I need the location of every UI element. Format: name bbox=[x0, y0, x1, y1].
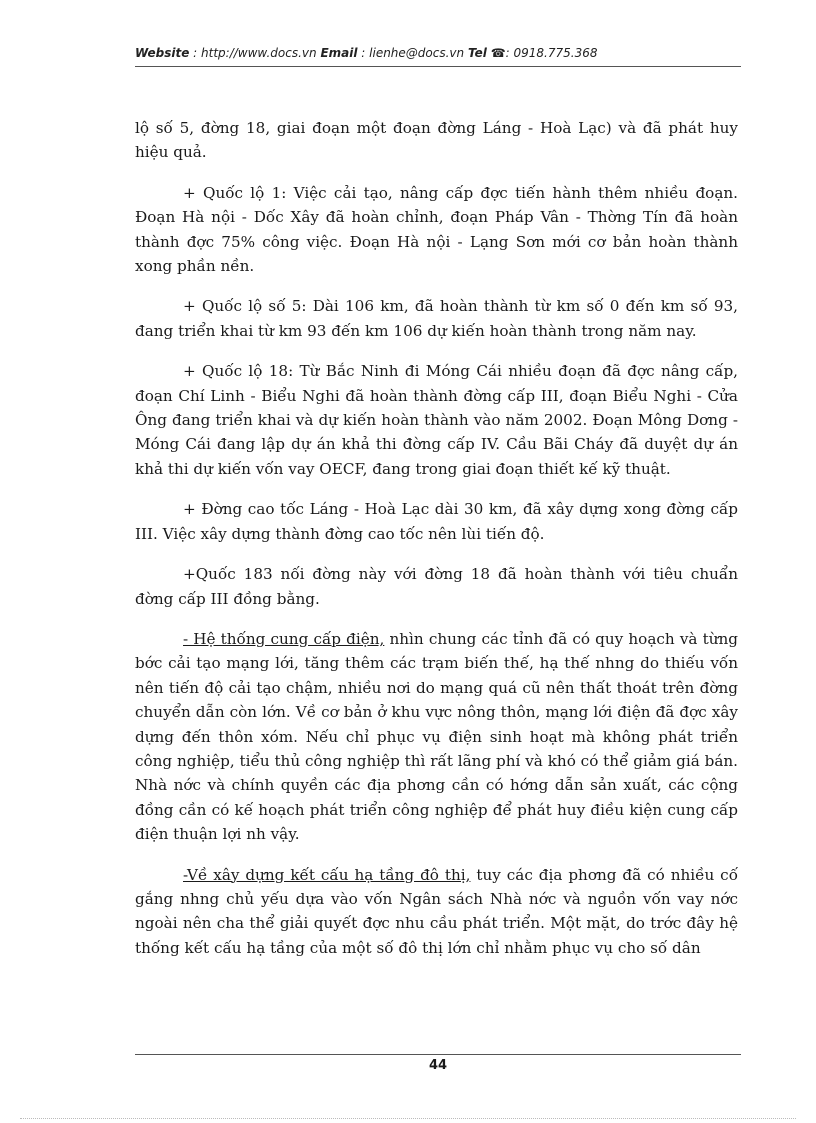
phone-icon: ☎ bbox=[490, 46, 506, 60]
paragraph-urban-body: tuy các địa phơng đã có nhiều cố gắng nhng chủ yếu dựa vào vốn Ngân sách Nhà nớc và nguồn vốn vay nớc ngoài nên cha thể giải quyết đợc nhu cầu phát triển. Một mặt, do trớc đây hệ thống kết cấu hạ tầng của một số đô thị lớn chỉ nhằm phục vụ cho số dân bbox=[135, 865, 738, 957]
document-body bbox=[135, 116, 738, 976]
page-number: 44 bbox=[428, 1058, 448, 1073]
website-label: Website bbox=[135, 46, 190, 60]
paragraph-quoc-lo-18: + Quốc lộ 18: Từ Bắc Ninh đi Móng Cái nhiều đoạn đã đợc nâng cấp, đoạn Chí Linh - Biểu Nghi đã hoàn thành đờng cấp III, đoạn Biểu Nghi - Cửa Ông đang triển khai và dự kiến hoàn thành vào năm 2002. Đoạn Mông Dơng - Móng Cái đang lập dự án khả thi đờng cấp IV. Cầu Bãi Cháy đã duyệt dự án khả thi dự kiến vốn vay OECF, đang trong giai đoạn thiết kế kỹ thuật. bbox=[135, 362, 738, 478]
section-heading-urban: -Về xây dựng kết cấu hạ tầng đô thị, bbox=[183, 865, 471, 884]
paragraph-quoc-lo-1: + Quốc lộ 1: Việc cải tạo, nâng cấp đợc tiến hành thêm nhiều đoạn. Đoạn Hà nội - Dốc Xây đã hoàn chỉnh, đoạn Pháp Vân - Thờng Tín đã hoàn thành đợc 75% công việc. Đoạn Hà nội - Lạng Sơn mới cơ bản hoàn thành xong phần nền. bbox=[135, 183, 738, 276]
paragraph-quoc-183: +Quốc 183 nối đờng này với đờng 18 đã hoàn thành với tiêu chuẩn đờng cấp III đồng bằng. bbox=[135, 565, 738, 608]
page-header bbox=[135, 46, 741, 60]
tel-value: : 0918.775.368 bbox=[505, 46, 598, 60]
paragraph-continuation: lộ số 5, đờng 18, giai đoạn một đoạn đờng Láng - Hoà Lạc) và đã phát huy hiệu quả. bbox=[135, 119, 738, 162]
email-value[interactable]: : lienhe@docs.vn bbox=[361, 46, 465, 60]
paragraph-power-body: nhìn chung các tỉnh đã có quy hoạch và từng bớc cải tạo mạng lới, tăng thêm các trạm biến thế, hạ thế nhng do thiếu vốn nên tiến độ cải tạo chậm, nhiều nơi do mạng quá cũ nên thất thoát trên đờng chuyển dẫn còn lớn. Về cơ bản ở khu vực nông thôn, mạng lới điện đã đợc xây dựng đến thôn xóm. Nếu chỉ phục vụ điện sinh hoạt mà không phát triển công nghiệp, tiểu thủ công nghiệp thì rất lãng phí và khó có thể giảm giá bán. Nhà nớc và chính quyền các địa phơng cần có hớng dẫn sản xuất, các cộng đồng cần có kế hoạch phát triển công nghiệp để phát huy điều kiện cung cấp điện thuận lợi nh vậy. bbox=[135, 629, 738, 844]
header-divider bbox=[135, 66, 741, 67]
footer-divider bbox=[135, 1054, 741, 1055]
paragraph-urban-infrastructure bbox=[135, 863, 738, 961]
tel-label: Tel bbox=[467, 46, 487, 60]
page-bottom-border bbox=[20, 1118, 796, 1119]
section-heading-power: - Hệ thống cung cấp điện, bbox=[183, 629, 385, 648]
email-label: Email bbox=[320, 46, 358, 60]
paragraph-power-supply bbox=[135, 627, 738, 847]
paragraph-lang-hoa-lac: + Đờng cao tốc Láng - Hoà Lạc dài 30 km, đã xây dựng xong đờng cấp III. Việc xây dựng thành đờng cao tốc nên lùi tiến độ. bbox=[135, 500, 738, 543]
website-url[interactable]: : http://www.docs.vn bbox=[193, 46, 317, 60]
paragraph-quoc-lo-5: + Quốc lộ số 5: Dài 106 km, đã hoàn thành từ km số 0 đến km số 93, đang triển khai từ km 93 đến km 106 dự kiến hoàn thành trong năm nay. bbox=[135, 297, 738, 340]
